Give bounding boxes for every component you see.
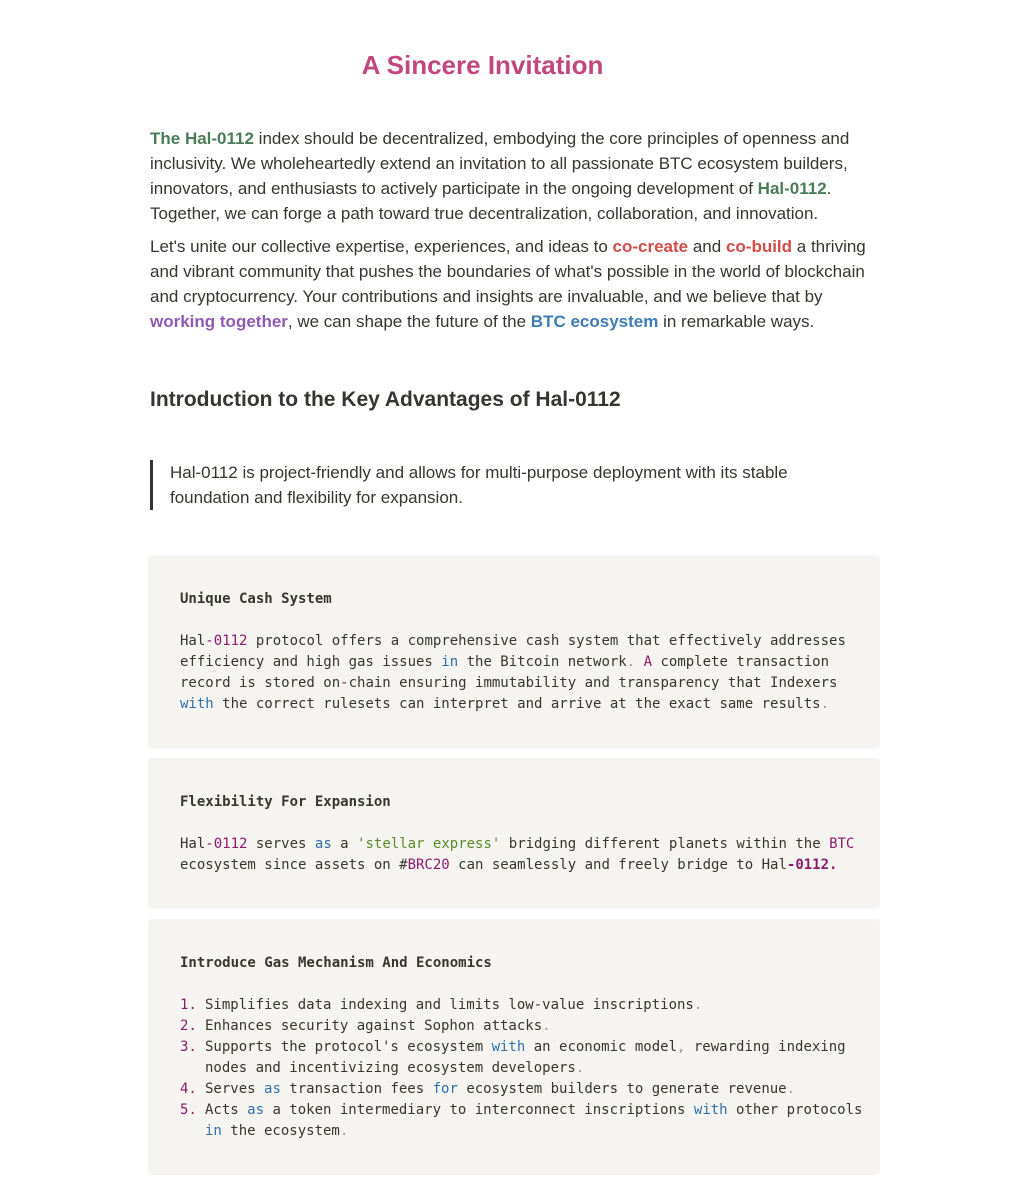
- code-block-flexibility: [148, 758, 880, 909]
- hal-0112-highlight: The Hal-0112: [150, 129, 254, 148]
- code-keyword: as: [314, 836, 332, 852]
- code-token: the Bitcoin network: [458, 654, 627, 670]
- list-item: [180, 1079, 870, 1100]
- text: and: [688, 237, 726, 256]
- code-token: A: [635, 654, 653, 670]
- page-title: A Sincere Invitation: [361, 50, 604, 80]
- code-token: can seamlessly and freely bridge to Hal: [449, 857, 787, 873]
- numbered-list: [180, 995, 870, 1142]
- code-punctuation: .: [786, 1081, 796, 1097]
- code-token: -0112: [205, 836, 248, 852]
- code-keyword: as: [264, 1081, 281, 1097]
- code-block-title: Unique Cash System: [180, 591, 332, 607]
- code-token: bridging different planets within the: [500, 836, 830, 852]
- code-keyword: in: [441, 654, 459, 670]
- co-create-highlight: co-create: [612, 237, 689, 256]
- code-token: -: [340, 675, 349, 691]
- code-token: -0112: [205, 633, 248, 649]
- co-build-highlight: co-build: [725, 237, 793, 256]
- code-token: BTC: [829, 836, 855, 852]
- code-block-gas-mechanism: [148, 919, 880, 1175]
- code-token: ecosystem builders to generate revenue: [457, 1081, 787, 1097]
- code-punctuation: .: [542, 1018, 551, 1034]
- code-block-body: [180, 834, 870, 876]
- code-punctuation: ,: [677, 1039, 686, 1055]
- code-token: a token intermediary to interconnect inscriptions: [264, 1102, 694, 1118]
- code-token: transaction fees: [280, 1081, 433, 1097]
- code-keyword: as: [247, 1102, 265, 1118]
- code-token: protocol offers a comprehensive cash system that effectively addresses efficiency and high gas issues: [180, 633, 855, 670]
- code-token: a: [331, 836, 358, 852]
- code-punctuation: .: [693, 997, 703, 1013]
- code-token: Serves: [205, 1081, 265, 1097]
- code-token: chain ensuring immutability and transparency that Indexers: [348, 675, 846, 691]
- code-punctuation: .: [339, 1123, 349, 1139]
- code-keyword: with: [491, 1039, 526, 1055]
- code-token: Hal: [180, 633, 206, 649]
- list-item: [180, 1100, 870, 1142]
- code-punctuation: .: [820, 696, 830, 712]
- code-block-title: Introduce Gas Mechanism And Economics: [180, 955, 492, 971]
- code-keyword: with: [180, 696, 214, 712]
- code-token: other protocols: [727, 1102, 863, 1118]
- code-keyword: with: [693, 1102, 728, 1118]
- list-number: 1.: [180, 997, 197, 1013]
- text: . Together, we can forge a path toward true decentralization, collaboration, and innovation.: [150, 179, 832, 223]
- code-token: Simplifies data indexing and limits low-value inscriptions: [205, 997, 694, 1013]
- working-together-highlight: working together: [150, 312, 288, 331]
- list-number: 3.: [180, 1039, 197, 1055]
- code-token: the correct rulesets can interpret and arrive at the exact same results: [213, 696, 821, 712]
- list-number: 5.: [180, 1102, 197, 1118]
- code-block-body: [180, 631, 870, 715]
- code-token: Hal: [180, 836, 206, 852]
- intro-paragraph-1: [150, 126, 880, 226]
- code-keyword: for: [432, 1081, 458, 1097]
- list-item: [180, 1016, 870, 1037]
- code-token: rewarding indexing nodes and incentivizing ecosystem developers: [205, 1039, 846, 1076]
- list-number: 4.: [180, 1081, 197, 1097]
- code-token: ecosystem since assets on #: [180, 836, 863, 873]
- code-token: Acts: [205, 1102, 248, 1118]
- list-item: [180, 1037, 870, 1079]
- intro-paragraph-2: [150, 234, 880, 334]
- code-token: serves: [247, 836, 315, 852]
- blockquote: Hal-0112 is project-friendly and allows for multi-purpose deployment with its stable foundation and flexibility for expansion.: [150, 460, 860, 510]
- section-heading: Introduction to the Key Advantages of Hal-0112: [150, 388, 621, 411]
- code-block-title: Flexibility For Expansion: [180, 794, 391, 810]
- text: a thriving and vibrant community that pushes the boundaries of what's possible in the world of blockchain and cryptocurrency. Your contributions and insights are invaluable, and we believe that by: [150, 237, 866, 306]
- code-punctuation: .: [626, 654, 636, 670]
- code-token: BRC20: [407, 857, 450, 873]
- text: in remarkable ways.: [658, 312, 815, 331]
- list-item: [180, 995, 870, 1016]
- code-token: the ecosystem: [221, 1123, 340, 1139]
- hal-0112-highlight: Hal-0112: [757, 179, 827, 198]
- btc-ecosystem-highlight: BTC ecosystem: [530, 312, 659, 331]
- text: , we can shape the future of the: [287, 312, 531, 331]
- code-string: 'stellar express': [357, 836, 501, 852]
- code-keyword: in: [205, 1123, 222, 1139]
- code-token: Enhances security against Sophon attacks: [205, 1018, 543, 1034]
- code-token: -0112.: [786, 857, 838, 873]
- code-punctuation: .: [575, 1060, 585, 1076]
- code-token: Supports the protocol's ecosystem: [205, 1039, 492, 1055]
- list-number: 2.: [180, 1018, 197, 1034]
- code-token: complete transaction record is stored on: [180, 654, 838, 691]
- code-block-unique-cash-system: [148, 555, 880, 749]
- code-token: an economic model: [525, 1039, 678, 1055]
- text: Let's unite our collective expertise, experiences, and ideas to: [150, 237, 613, 256]
- text: index should be decentralized, embodying the core principles of openness and inclusivity. We wholeheartedly extend an invitation to all passionate BTC ecosystem builders, innovators, and enthusiasts to actively participate in the ongoing development of: [150, 129, 850, 198]
